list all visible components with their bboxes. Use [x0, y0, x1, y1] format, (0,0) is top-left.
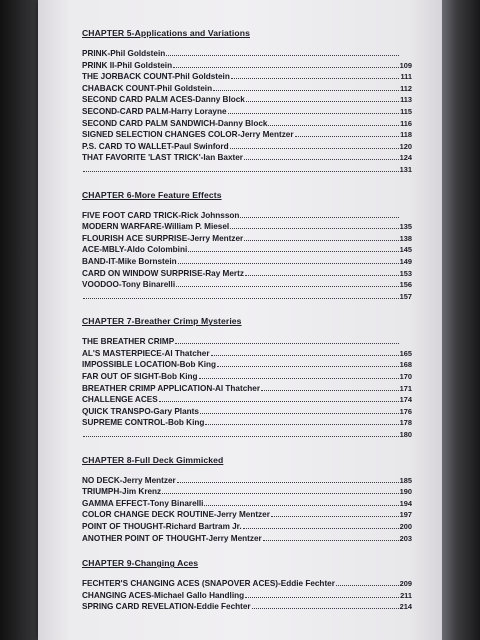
- dot-leader: [263, 533, 399, 541]
- toc-entry: [82, 279, 412, 291]
- chapter-entries: [82, 336, 412, 440]
- toc-entry: [82, 359, 412, 371]
- dot-leader: [205, 417, 398, 425]
- toc-entry: [82, 94, 412, 106]
- entry-title: ANOTHER POINT OF THOUGHT-Jerry Mentzer: [82, 533, 262, 543]
- entry-title: QUICK TRANSPO-Gary Plants: [82, 406, 199, 416]
- entry-page-number: 109: [399, 60, 412, 70]
- entry-title: CHABACK COUNT-Phil Goldstein: [82, 83, 213, 93]
- entry-page-number: 211: [400, 590, 412, 600]
- dot-leader: [217, 359, 399, 367]
- dot-leader: [252, 601, 399, 609]
- toc-entry: [82, 371, 412, 383]
- dot-leader: [83, 164, 399, 172]
- chapter-heading: CHAPTER 9-Changing Aces: [82, 558, 199, 569]
- chapter-entries: [82, 475, 412, 545]
- toc-entry: [82, 509, 412, 521]
- toc-entry: [82, 164, 412, 176]
- dot-leader: [83, 429, 399, 437]
- entry-page-number: 176: [399, 406, 412, 416]
- entry-title: NO DECK-Jerry Mentzer: [82, 475, 176, 485]
- dot-leader: [243, 521, 399, 529]
- entry-title: PRINK-Phil Goldstein: [82, 49, 166, 58]
- entry-page-number: 135: [399, 222, 412, 232]
- entry-page-number: 174: [399, 395, 412, 405]
- toc-entry: [82, 475, 412, 487]
- entry-page-number: 165: [399, 348, 412, 358]
- entry-title: IMPOSSIBLE LOCATION-Bob King: [82, 360, 217, 370]
- entry-title: CARD ON WINDOW SURPRISE-Ray Mertz: [82, 268, 244, 278]
- entry-title: SUPREME CONTROL-Bob King: [82, 418, 205, 428]
- toc-entry: [82, 152, 412, 164]
- chapter-heading: CHAPTER 5-Applications and Variations: [82, 28, 250, 38]
- entry-title: MODERN WARFARE-William P. Miesel: [82, 222, 230, 232]
- dot-leader: [246, 94, 399, 102]
- toc-entry: [82, 498, 412, 510]
- chapter-entries: [82, 48, 412, 176]
- toc-entry: [82, 417, 412, 429]
- entry-title: ACE-MBLY-Aldo Colombini: [82, 245, 188, 255]
- entry-page-number: 197: [399, 510, 412, 520]
- book-spine-shadow: [0, 0, 40, 640]
- dot-leader: [176, 279, 399, 287]
- dot-leader: [83, 291, 399, 299]
- entry-page-number: 118: [400, 130, 412, 140]
- dot-leader: [231, 71, 399, 79]
- entry-title: THE JORBACK COUNT-Phil Goldstein: [82, 72, 230, 82]
- entry-page-number: 131: [399, 164, 412, 174]
- dot-leader: [230, 221, 398, 229]
- entry-title: SECOND-CARD PALM-Harry Lorayne: [82, 106, 227, 116]
- toc-entry: [82, 233, 412, 245]
- dot-leader: [162, 486, 399, 494]
- entry-page-number: 120: [399, 141, 412, 151]
- toc-entry: [82, 210, 412, 222]
- dot-leader: [245, 590, 399, 598]
- dot-leader: [177, 475, 399, 483]
- toc-entry: [82, 221, 412, 233]
- toc-entry: [82, 83, 412, 95]
- dot-leader: [173, 60, 399, 68]
- entry-page-number: 203: [399, 533, 412, 543]
- toc-entry: [82, 291, 412, 303]
- dot-leader: [271, 509, 399, 517]
- dot-leader: [230, 141, 399, 149]
- entry-page-number: 138: [399, 233, 412, 243]
- entry-page-number: 168: [399, 360, 412, 370]
- toc-entry: [82, 244, 412, 256]
- chapter-heading: CHAPTER 7-Breather Crimp Mysteries: [82, 316, 242, 327]
- entry-page-number: 171: [399, 383, 412, 393]
- entry-title: CHALLENGE ACES: [82, 395, 158, 405]
- toc-entry: [82, 336, 412, 348]
- toc-entry: [82, 590, 412, 602]
- entry-title: FECHTER'S CHANGING ACES (SNAPOVER ACES)-Eddie Fechter: [82, 579, 335, 589]
- toc-entry: [82, 394, 412, 406]
- toc-entry: [82, 348, 412, 360]
- entry-page-number: 209: [399, 579, 412, 589]
- entry-page-number: 156: [399, 280, 412, 290]
- entry-title: GAMMA EFFECT-Tony Binarelli: [82, 498, 204, 508]
- toc-entry: [82, 268, 412, 280]
- entry-title: COLOR CHANGE DECK ROUTINE-Jerry Mentzer: [82, 510, 270, 520]
- toc-entry: [82, 406, 412, 418]
- entry-page-number: 112: [400, 83, 412, 93]
- entry-page-number: 170: [399, 372, 412, 382]
- entry-page-number: 185: [399, 475, 412, 485]
- entry-page-number: 111: [400, 72, 412, 82]
- entry-page-number: 178: [399, 418, 412, 428]
- entry-page-number: 180: [399, 430, 412, 440]
- chapter-entries: [82, 578, 412, 613]
- dot-leader: [188, 244, 398, 252]
- entry-title: CHANGING ACES-Michael Gallo Handling: [82, 590, 245, 600]
- entry-page-number: 157: [399, 291, 412, 301]
- toc-entry: [82, 60, 412, 72]
- toc-entry: [82, 129, 412, 141]
- entry-page-number: 214: [399, 602, 412, 612]
- entry-page-number: 190: [399, 487, 412, 497]
- table-of-contents: [82, 28, 412, 627]
- entry-title: BREATHER CRIMP APPLICATION-Al Thatcher: [82, 383, 261, 393]
- dot-leader: [200, 406, 399, 414]
- entry-title: BAND-IT-Mike Bornstein: [82, 256, 177, 266]
- entry-title: FIVE FOOT CARD TRICK-Rick Johnsson: [82, 210, 240, 220]
- toc-entry: [82, 48, 412, 60]
- entry-title: TRIUMPH-Jim Krenz: [82, 487, 162, 497]
- toc-entry: [82, 118, 412, 130]
- entry-page-number: 194: [399, 498, 412, 508]
- entry-title: VOODOO-Tony Binarelli: [82, 280, 176, 290]
- dot-leader: [268, 118, 399, 126]
- dot-leader: [211, 348, 399, 356]
- dot-leader: [240, 210, 399, 218]
- entry-title: FAR OUT OF SIGHT-Bob King: [82, 372, 198, 382]
- dot-leader: [261, 383, 399, 391]
- toc-entry: [82, 71, 412, 83]
- entry-title: SECOND CARD PALM SANDWICH-Danny Block: [82, 118, 268, 128]
- entry-title: FLOURISH ACE SURPRISE-Jerry Mentzer: [82, 233, 244, 243]
- dot-leader: [228, 106, 399, 114]
- entry-page-number: 149: [399, 256, 412, 266]
- toc-entry: [82, 429, 412, 441]
- entry-title: SECOND CARD PALM ACES-Danny Block: [82, 95, 245, 105]
- entry-title: PRINK II-Phil Goldstein: [82, 60, 173, 70]
- dot-leader: [204, 498, 398, 506]
- toc-entry: [82, 601, 412, 613]
- entry-title: SPRING CARD REVELATION-Eddie Fechter: [82, 602, 251, 612]
- toc-entry: [82, 106, 412, 118]
- dot-leader: [199, 371, 399, 379]
- toc-entry: [82, 578, 412, 590]
- dot-leader: [159, 394, 399, 402]
- dot-leader: [175, 336, 399, 344]
- dot-leader: [244, 152, 399, 160]
- dot-leader: [244, 233, 398, 241]
- entry-page-number: 200: [399, 522, 412, 531]
- toc-entry: [82, 256, 412, 268]
- dot-leader: [166, 48, 399, 56]
- entry-page-number: 113: [400, 95, 412, 105]
- dot-leader: [213, 83, 399, 91]
- chapter-entries: [82, 210, 412, 303]
- entry-page-number: 153: [399, 268, 412, 278]
- entry-page-number: 124: [399, 153, 412, 163]
- toc-entry: [82, 533, 412, 545]
- dot-leader: [336, 578, 399, 586]
- toc-entry: [82, 141, 412, 153]
- dot-leader: [295, 129, 399, 137]
- entry-title: POINT OF THOUGHT-Richard Bartram Jr.: [82, 522, 242, 531]
- entry-title: AL'S MASTERPIECE-Al Thatcher: [82, 348, 210, 358]
- entry-page-number: 116: [400, 118, 412, 128]
- entry-page-number: 115: [400, 106, 412, 116]
- chapter-heading: CHAPTER 8-Full Deck Gimmicked: [82, 454, 224, 465]
- toc-entry: [82, 521, 412, 533]
- toc-entry: [82, 486, 412, 498]
- chapter-heading: CHAPTER 6-More Feature Effects: [82, 189, 222, 200]
- entry-page-number: 145: [399, 245, 412, 255]
- entry-title: THAT FAVORITE 'LAST TRICK'-Ian Baxter: [82, 153, 243, 163]
- entry-title: SIGNED SELECTION CHANGES COLOR-Jerry Mentzer: [82, 130, 294, 140]
- page-edge-shadow: [442, 0, 480, 640]
- entry-title: THE BREATHER CRIMP: [82, 337, 175, 347]
- dot-leader: [178, 256, 399, 264]
- toc-entry: [82, 383, 412, 395]
- entry-title: P.S. CARD TO WALLET-Paul Swinford: [82, 141, 229, 151]
- dot-leader: [245, 268, 399, 276]
